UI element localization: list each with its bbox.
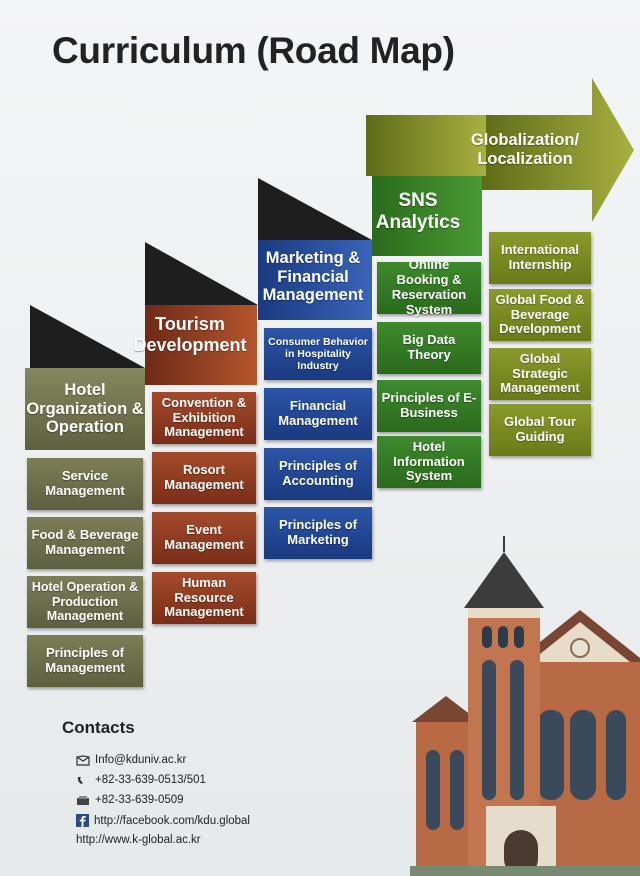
contact-facebook: [76, 814, 250, 827]
contact-website-link[interactable]: http://www.k-global.ac.kr: [76, 834, 201, 846]
facebook-icon: [76, 814, 89, 827]
page-title: Curriculum (Road Map): [52, 30, 455, 71]
stage-header-hotel: Hotel Organization & Operation: [26, 380, 144, 437]
contact-email: [76, 754, 186, 766]
contact-fax-text: +82-33-639-0509: [95, 794, 184, 806]
course-service-management: Service Management: [27, 458, 143, 510]
course-global-tour-guiding: Global Tour Guiding: [489, 404, 591, 456]
contact-website: [76, 834, 201, 846]
course-international-internship: International Internship: [489, 232, 591, 284]
stage-header-sns: SNS Analytics: [375, 190, 461, 233]
course-consumer-behavior: Consumer Behavior in Hospitality Industry: [264, 328, 372, 380]
course-principles-of-marketing: Principles of Marketing: [264, 507, 372, 559]
course-principles-of-accounting: Principles of Accounting: [264, 448, 372, 500]
course-global-food-beverage: Global Food & Beverage Development: [489, 289, 591, 341]
course-food-beverage-management: Food & Beverage Management: [27, 517, 143, 569]
course-human-resource-management: Human Resource Management: [152, 572, 256, 624]
riser-2: [145, 242, 258, 305]
stage-header-tourism: Tourism Development: [133, 314, 247, 355]
phone-icon: [76, 775, 90, 786]
stage-header-marketing: Marketing & Financial Management: [262, 248, 364, 305]
contacts-section: [62, 718, 135, 738]
course-online-booking: Online Booking & Reservation System: [377, 262, 481, 314]
course-big-data-theory: Big Data Theory: [377, 322, 481, 374]
course-principles-of-management: Principles of Management: [27, 635, 143, 687]
course-hotel-operation: Hotel Operation & Production Management: [27, 576, 143, 628]
course-global-strategic-management: Global Strategic Management: [489, 348, 591, 400]
contact-phone: [76, 774, 206, 786]
stage-header-globalization: Globalization/ Localization: [470, 131, 580, 168]
course-event-management: Event Management: [152, 512, 256, 564]
campus-building-illustration: [410, 530, 640, 876]
course-principles-of-e-business: Principles of E-Business: [377, 380, 481, 432]
course-hotel-information-system: Hotel Information System: [377, 436, 481, 488]
fax-icon: [76, 795, 90, 806]
contact-fax: [76, 794, 184, 806]
course-financial-management: Financial Management: [264, 388, 372, 440]
contact-email-text[interactable]: Info@kduniv.ac.kr: [95, 754, 187, 766]
contact-phone-text: +82-33-639-0513/501: [95, 774, 206, 786]
riser-3: [258, 178, 372, 240]
course-convention-exhibition: Convention & Exhibition Management: [152, 392, 256, 444]
mail-icon: [76, 755, 90, 766]
contact-facebook-link[interactable]: http://facebook.com/kdu.global: [94, 814, 250, 827]
contacts-heading: Contacts: [62, 718, 135, 737]
course-rosort-management: Rosort Management: [152, 452, 256, 504]
